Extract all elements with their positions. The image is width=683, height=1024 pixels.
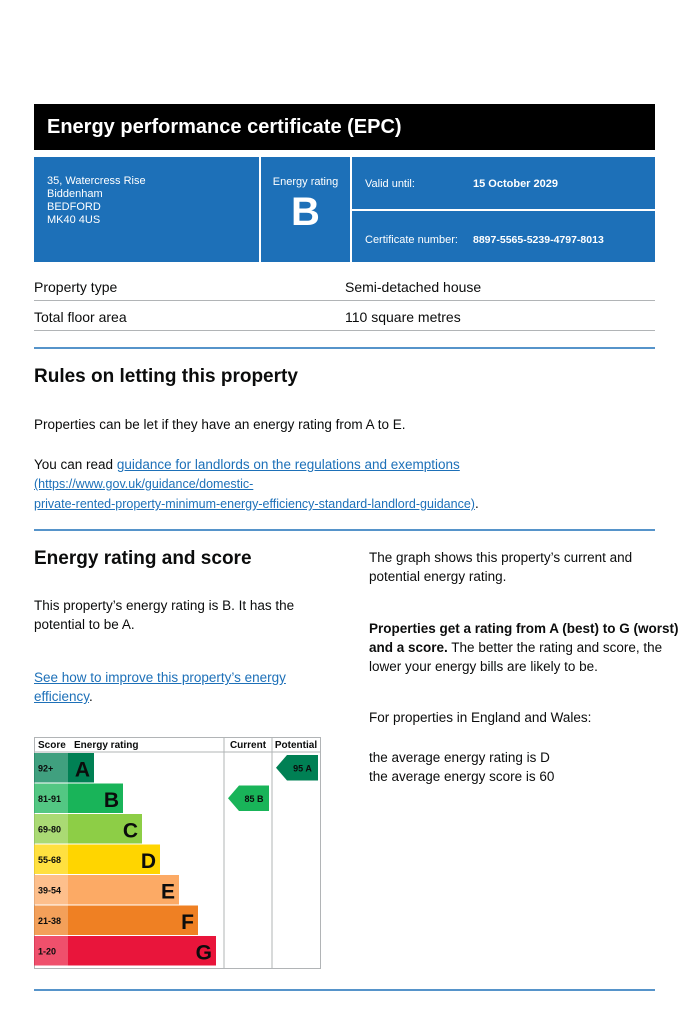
energy-rating-text — [34, 596, 294, 634]
graph-description — [369, 548, 632, 586]
certificate-number-value: 8897-5565-5239-4797-8013 — [473, 234, 604, 246]
rating-explanation — [369, 619, 679, 676]
average-rating-text: the average energy rating is D — [369, 750, 550, 765]
band-letter: C — [122, 819, 138, 843]
potential-header: Potential — [274, 740, 318, 751]
improve-efficiency-link[interactable] — [34, 670, 286, 704]
improve-link-text: See how to improve this property’s energy — [34, 670, 286, 685]
band-letter: D — [140, 849, 156, 873]
current-header: Current — [229, 740, 267, 751]
band-range: 21-38 — [38, 915, 62, 926]
landlord-guidance-url: (https://www.gov.uk/guidance/domestic- — [34, 477, 254, 491]
band-range: 81-91 — [38, 793, 62, 804]
energy-rating-label: Energy rating — [272, 176, 339, 188]
guidance-suffix: . — [474, 496, 479, 511]
section-divider — [34, 529, 655, 531]
rating-explanation-line: The better the rating and score, the — [447, 640, 663, 655]
energy-rating-text-line: potential to be A. — [34, 617, 135, 632]
rating-explanation-line: lower your energy bills are likely to be. — [369, 659, 598, 674]
certificate-summary — [34, 157, 655, 262]
letting-rule-text: Properties can be let if they have an energy rating from A to E. — [34, 417, 406, 432]
landlord-guidance-link-text: guidance for landlords on the regulations and exemptions — [116, 457, 460, 472]
rating-explanation-bold: Properties get a rating from A (best) to G (worst) — [369, 621, 679, 636]
property-type-value: Semi-detached house — [345, 279, 482, 295]
guidance-prefix: You can read — [34, 457, 117, 472]
band-letter: F — [181, 910, 194, 934]
band-range: 39-54 — [38, 885, 62, 896]
band-bar-g — [68, 936, 216, 966]
address-line: BEDFORD — [47, 201, 101, 213]
letting-heading: Rules on letting this property — [34, 366, 298, 387]
energy-rating-chart — [34, 737, 321, 969]
valid-until-label: Valid until: — [365, 178, 415, 190]
band-letter: G — [195, 941, 212, 965]
certificate-number-label: Certificate number: — [365, 234, 458, 246]
section-divider — [34, 989, 655, 991]
improve-efficiency-text — [34, 668, 286, 706]
average-values — [369, 748, 554, 786]
improve-link-text: efficiency — [34, 689, 90, 704]
floor-area-row — [34, 301, 655, 331]
address-line: 35, Watercress Rise — [47, 175, 146, 187]
valid-until-value: 15 October 2029 — [473, 178, 558, 190]
energy-rating-letter: B — [291, 190, 320, 234]
band-range: 55-68 — [38, 854, 62, 865]
average-score-text: the average energy score is 60 — [369, 769, 555, 784]
floor-area-label: Total floor area — [34, 309, 127, 325]
rating-header: Energy rating — [74, 740, 139, 751]
energy-rating-graph — [34, 737, 321, 969]
energy-heading: Energy rating and score — [34, 548, 252, 569]
floor-area-value: 110 square metres — [345, 309, 461, 325]
address-line: MK40 4US — [47, 214, 101, 226]
current-rating-label: 85 B — [244, 793, 264, 804]
band-letter: A — [74, 758, 90, 782]
letting-guidance-text — [34, 455, 655, 514]
region-text: For properties in England and Wales: — [369, 710, 592, 725]
band-letter: E — [160, 880, 175, 904]
property-type-row — [34, 271, 655, 301]
rating-explanation-bold: and a score. — [369, 640, 448, 655]
section-divider — [34, 347, 655, 349]
certificate-number-box — [352, 211, 655, 262]
score-header: Score — [38, 740, 66, 751]
band-letter: B — [103, 788, 119, 812]
band-range: 69-80 — [38, 824, 62, 835]
address-line: Biddenham — [47, 188, 103, 200]
band-range: 1-20 — [38, 946, 57, 957]
band-range: 92+ — [38, 763, 54, 774]
property-type-label: Property type — [34, 279, 118, 295]
energy-rating-text-line: This property’s energy rating is B. It has the — [34, 598, 295, 613]
landlord-guidance-url: private-rented-property-minimum-energy-efficiency-standard-landlord-guidance) — [34, 497, 475, 511]
graph-description-line: potential energy rating. — [369, 569, 507, 584]
improve-suffix: . — [89, 689, 93, 704]
page-title: Energy performance certificate (EPC) — [34, 104, 655, 150]
band-bar-f — [68, 906, 198, 936]
valid-until-box — [352, 157, 655, 209]
property-address — [34, 157, 259, 262]
energy-rating-box — [261, 157, 350, 262]
graph-description-line: The graph shows this property’s current and — [369, 550, 633, 565]
potential-rating-label: 95 A — [293, 763, 312, 774]
